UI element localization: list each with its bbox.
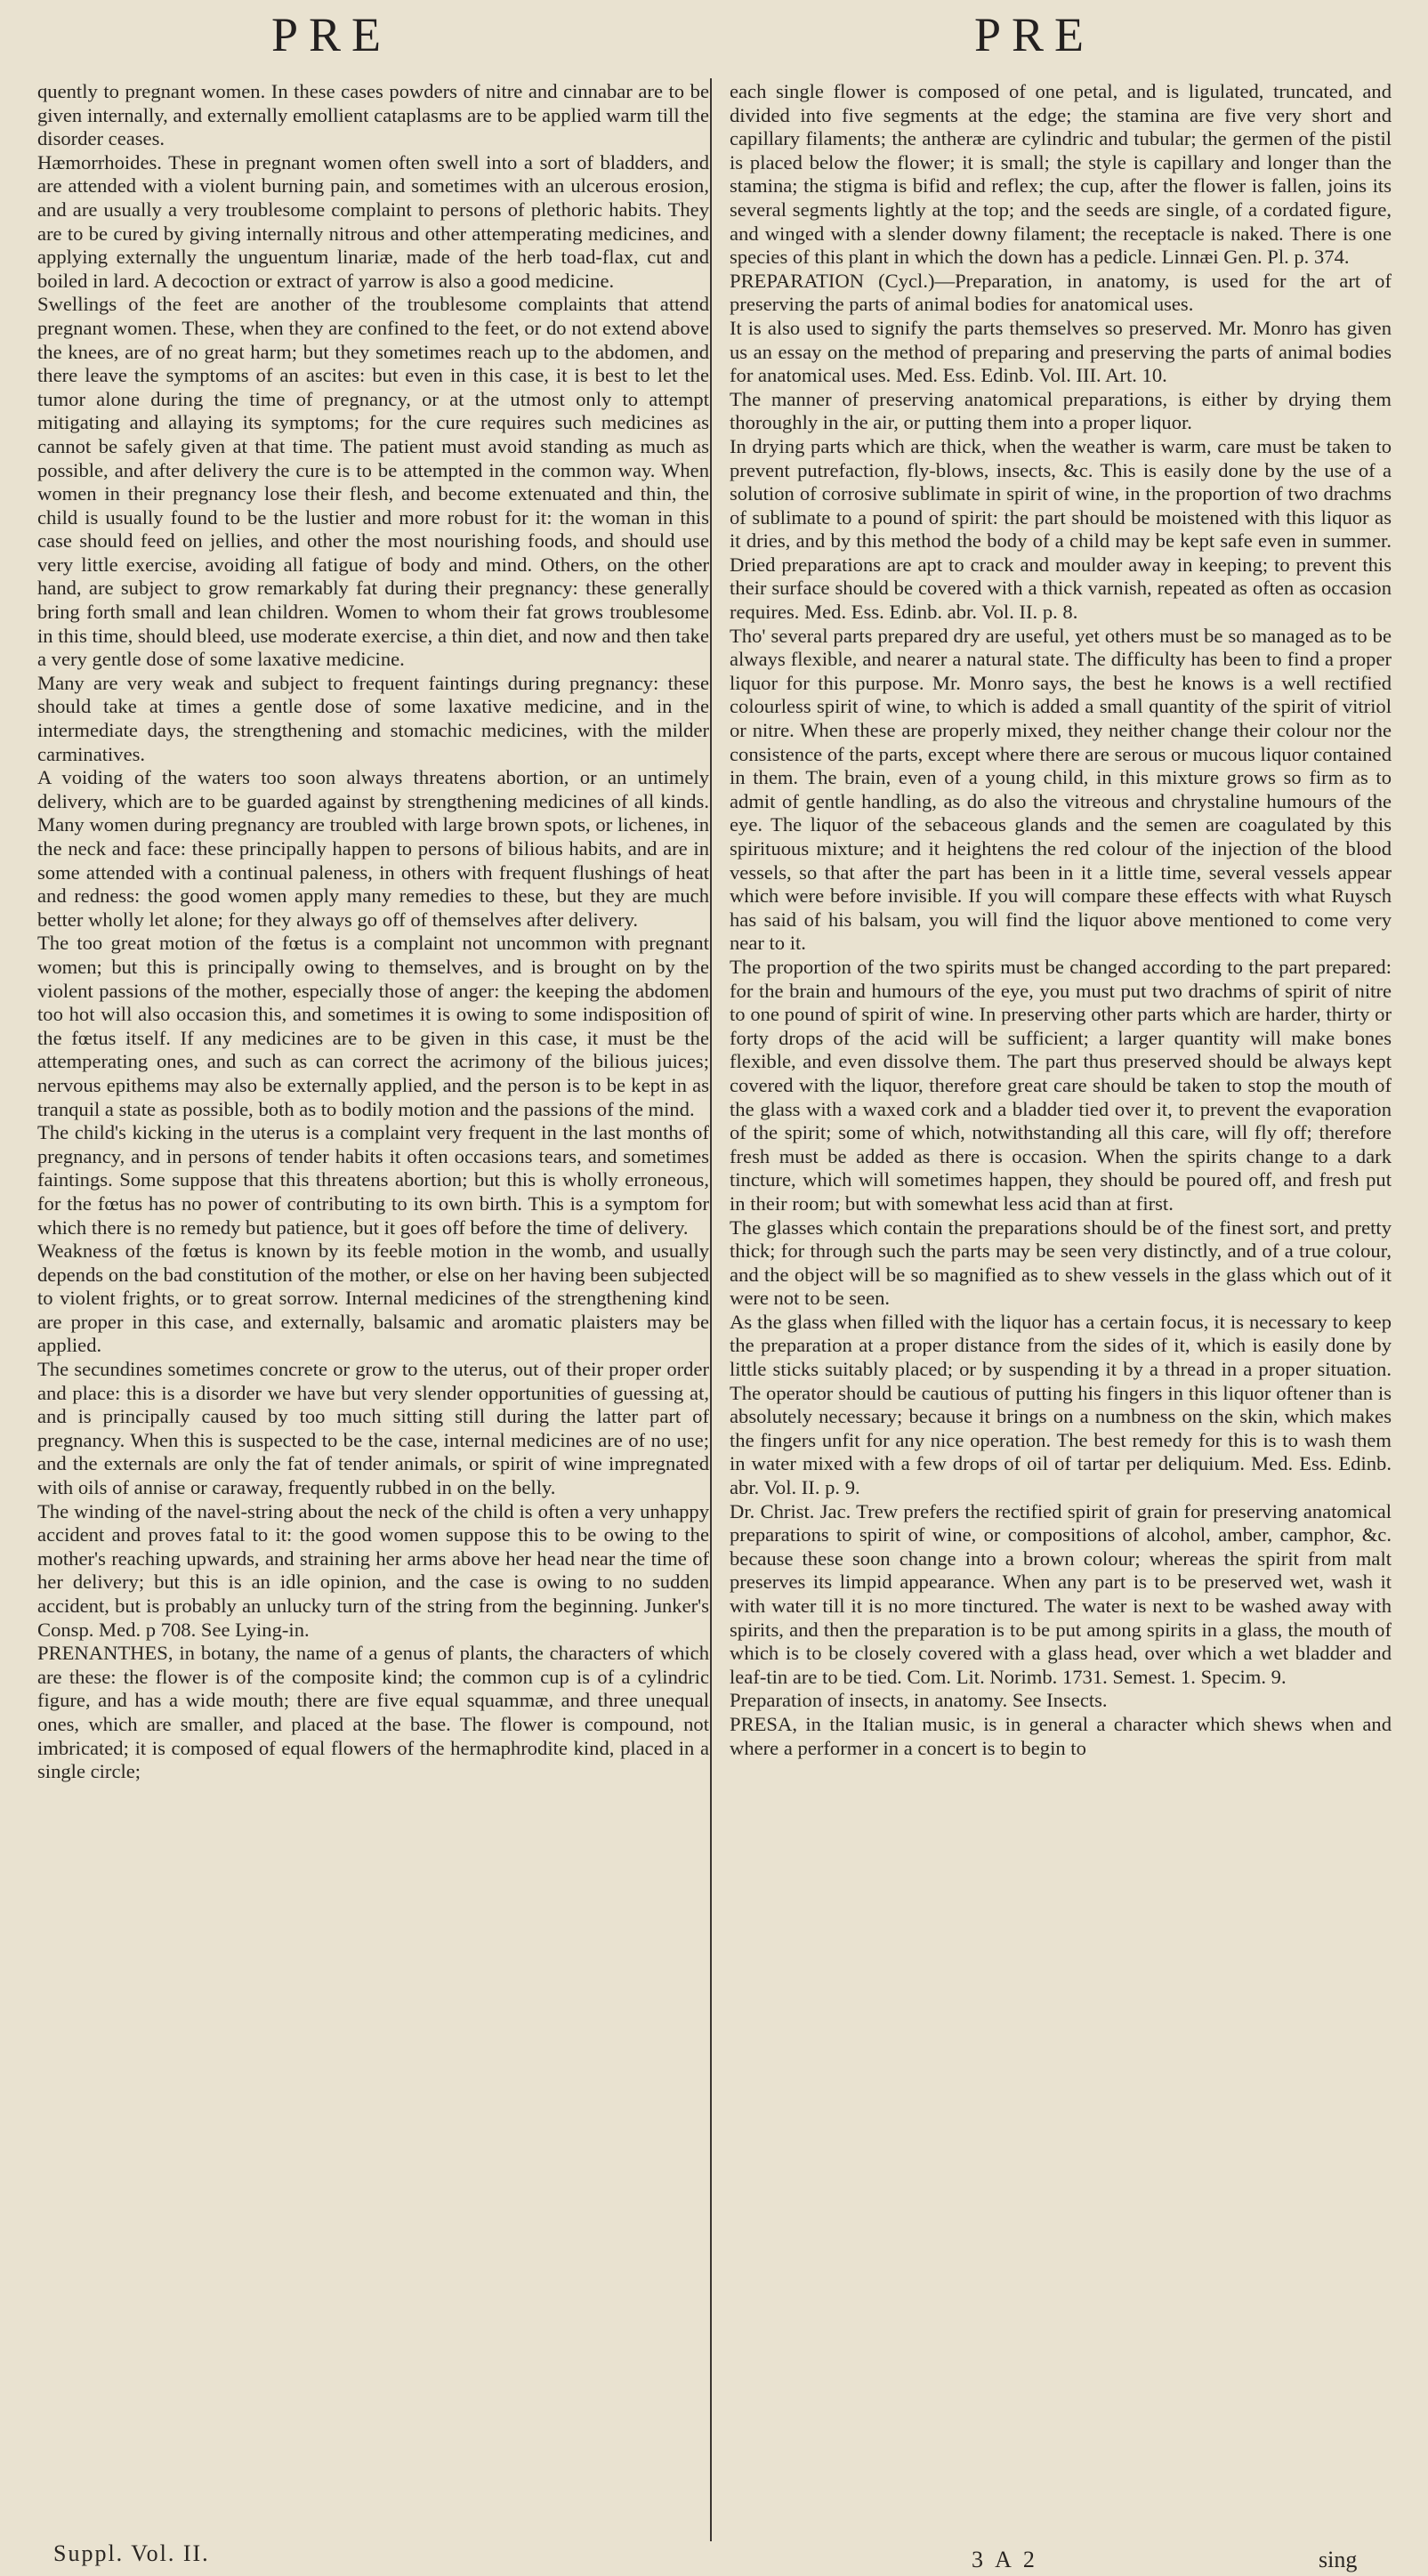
paragraph: The manner of preserving anatomical preparations, is either by drying them thoroughly in the air, or putting them into a proper liquor. (730, 387, 1392, 434)
volume-footer: Suppl. Vol. II. (53, 2540, 210, 2566)
paragraph: Hæmorrhoides. These in pregnant women often swell into a sort of bladders, and are attended with a violent burning pain, and sometimes with an ulcerous erosion, and are usually a very troublesome complaint to persons of plethoric habits. They are to be cured by giving internally nitrous and other attemperating medicines, and applying externally the unguentum linariæ, made of the herb toad-flax, cut and boiled in lard. A decoction or extract of yarrow is also a good medicine. (37, 150, 709, 292)
entry-preparation-insects: Preparation of insects, in anatomy. See Insects. (730, 1689, 1108, 1712)
paragraph: The glasses which contain the preparations should be of the finest sort, and pretty thick; for through such the parts may be seen very distinctly, and of a true colour, and the object will be so magnified as to shew vessels in the glass which out of it were not to be seen. (730, 1215, 1392, 1310)
paragraph: quently to pregnant women. In these cases powders of nitre and cinnabar are to be given internally, and externally emollient cataplasms are to be applied warm till the disorder ceases. (37, 80, 709, 150)
paragraph: The child's kicking in the uterus is a complaint very frequent in the last months of pregnancy, and in persons of tender habits it often occasions tears, and sometimes faintings. Some suppose that this threatens abortion; but this is wholly erroneous, for the fœtus has no power of contributing to its own birth. This is a symptom for which there is no remedy but patience, but it goes off before the time of delivery. (37, 1121, 709, 1239)
entry-presa: PRESA, in the Italian music, is in general a character which shews when and where a performer in a concert is to begin to (730, 1712, 1392, 1759)
paragraph: Many are very weak and subject to frequent faintings during pregnancy: these should take at times a gentle dose of some laxative medicine, and in the intermediate days, the strengthening and stomachic medicines, with the milder carminatives. (37, 671, 709, 765)
entry-prenanthes: PRENANTHES, in botany, the name of a genus of plants, the characters of which are these: the flower is of the composite kind; the common cup is of a cylindric figure, and has a wide mouth; there are five equal squammæ, and three unequal ones, which are smaller, and placed at the base. The flower is compound, not imbricated; it is composed of equal flowers of the hermaphrodite kind, placed in a single circle; (37, 1642, 709, 1783)
paragraph: Weakness of the fœtus is known by its feeble motion in the womb, and usually depends on the bad constitution of the mother, or else on her having been subjected to violent frights, or to great sorrow. Internal medicines of the strengthening kind are proper in this case, and externally, balsamic and aromatic plaisters may be applied. (37, 1240, 709, 1357)
entry-preparation: PREPARATION (Cycl.)—Preparation, in anatomy, is used for the art of preserving the parts of animal bodies for anatomical uses. (730, 269, 1392, 316)
left-column (37, 80, 709, 1784)
paragraph: Tho' several parts prepared dry are useful, yet others must be so managed as to be always flexible, and nearer a natural state. The difficulty has been to find a proper liquor for this purpose. Mr. Monro says, the best he knows is a well rectified colourless spirit of wine, to which is added a small quantity of the spirit of vitriol or nitre. When these are properly mixed, they neither change their colour nor the consistence of the parts, except where there are serous or mucous liquor contained in them. The brain, even of a young child, in this mixture grows so firm as to admit of gentle handling, as do also the vitreous and chrystaline humours of the eye. The liquor of the sebaceous glands and the semen are coagulated by this spirituous mixture; and it heightens the red colour of the injection of the blood vessels, so that after the part has been in it a little time, several vessels appear which were before invisible. If you will compare these effects with what Ruysch has said of his balsam, you will find the liquor above mentioned to come very near to it. (730, 624, 1392, 955)
running-head-left: PRE (271, 8, 392, 61)
paragraph: The secundines sometimes concrete or grow to the uterus, out of their proper order and place: this is a disorder we have but very slender opportunities of guessing at, and is principally caused by too much sitting still during the latter part of pregnancy. When this is suspected to be the case, internal medicines are of no use; and the externals are only the fat of tender animals, or spirit of wine impregnated with oils of annise or caraway, frequently rubbed in on the belly. (37, 1358, 709, 1499)
paragraph: As the glass when filled with the liquor has a certain focus, it is necessary to keep the preparation at a proper distance from the sides of it, which is easily done by little sticks suitably placed; or by suspending it by a thread in a proper situation. The operator should be cautious of putting his fingers in this liquor oftener than is absolutely necessary; because it brings on a numbness on the skin, which makes the fingers unfit for any nice operation. The best remedy for this is to wash them in water mixed with a few drops of oil of tartar per deliquium. Med. Ess. Edinb. abr. Vol. II. p. 9. (730, 1310, 1392, 1499)
paragraph: It is also used to signify the parts themselves so preserved. Mr. Monro has given us an essay on the method of preparing and preserving the parts of animal bodies for anatomical uses. Med. Ess. Edinb. Vol. III. Art. 10. (730, 316, 1392, 387)
column-divider (710, 78, 712, 2541)
paragraph: The proportion of the two spirits must be changed according to the part prepared: for the brain and humours of the eye, you must put two drachms of spirit of nitre to one pound of spirit of wine. In preserving other parts which are harder, thirty or forty drops of the acid will be sufficient; a larger quantity will make bones flexible, and even dissolve them. The part thus preserved should be always kept covered with the liquor, therefore great care should be taken to stop the mouth of the glass with a waxed cork and a bladder tied over it, to prevent the evaporation of the spirit; some of which, notwithstanding all this care, will fly off; therefore fresh must be added as there is occasion. When the spirits change to a dark tincture, which will sometimes happen, they should be poured off, and fresh put in their room; but with somewhat less acid than at first. (730, 955, 1392, 1215)
paragraph: The winding of the navel-string about the neck of the child is often a very unhappy accident and proves fatal to it: the good women suppose this to be owing to the mother's reaching upwards, and straining her arms above her head near the time of her delivery; but this is an idle opinion, and the case is owing to no sudden accident, but is probably an unlucky turn of the string from the beginning. Junker's Consp. Med. p 708. See Lying-in. (37, 1499, 709, 1641)
signature-mark: 3 A 2 (972, 2547, 1038, 2572)
right-column (730, 80, 1392, 1760)
paragraph: each single flower is composed of one petal, and is ligulated, truncated, and divided into five segments at the edge; the stamina are five very short and capillary filaments; the antheræ are cylindric and tubular; the germen of the pistil is placed below the flower; it is small; the style is capillary and longer than the stamina; the stigma is bifid and reflex; the cup, after the flower is fallen, joins its several segments lightly at the top; and the seeds are single, of a cordated figure, and winged with a slender downy filament; the receptacle is naked. There is one species of this plant in which the down has a pedicle. Linnæi Gen. Pl. p. 374. (730, 80, 1392, 269)
paragraph: In drying parts which are thick, when the weather is warm, care must be taken to prevent putrefaction, fly-blows, insects, &c. This is easily done by the use of a solution of corrosive sublimate in spirit of wine, in the proportion of two drachms of sublimate to a pound of spirit: the part should be moistened with this liquor as it dries, and by this method the body of a child may be kept safe even in summer. Dried preparations are apt to crack and moulder away in keeping; to prevent this their surface should be covered with a thick varnish, repeated as often as occasion requires. Med. Ess. Edinb. abr. Vol. II. p. 8. (730, 434, 1392, 624)
paragraph: Dr. Christ. Jac. Trew prefers the rectified spirit of grain for preserving anatomical preparations to spirit of wine, or compositions of alcohol, amber, camphor, &c. because these soon change into a brown colour; whereas the spirit from malt preserves its limpid appearance. When any part is to be preserved wet, wash it with water till it is no more tinctured. The water is next to be washed away with spirits, and then the preparation is to be put among spirits in a glass, the mouth of which is to be closely covered with a glass head, over which a wet bladder and leaf-tin are to be tied. Com. Lit. Norimb. 1731. Semest. 1. Specim. 9. (730, 1499, 1392, 1688)
paragraph: A voiding of the waters too soon always threatens abortion, or an untimely delivery, which are to be guarded against by strengthening medicines of all kinds. Many women during pregnancy are troubled with large brown spots, or lichenes, in the neck and face: these principally happen to persons of bilious habits, and are in some attended with a continual paleness, in others with frequent flushings of heat and redness: the good women apply many remedies to these, but they are much better wholly let alone; for they always go off of themselves after delivery. (37, 766, 709, 931)
running-head-right: PRE (974, 8, 1095, 61)
paragraph: The too great motion of the fœtus is a complaint not uncommon with pregnant women; but this is principally owing to themselves, and is brought on by the violent passions of the mother, especially those of anger: the keeping the abdomen too hot will also occasion this, and sometimes it is owing to some indisposition of the fœtus itself. If any medicines are to be given in this case, it must be the attemperating ones, and such as can correct the acrimony of the bilious juices; nervous epithems may also be externally applied, and the person is to be kept in as tranquil a state as possible, both as to bodily motion and the passions of the mind. (37, 932, 709, 1120)
catchword: sing (1319, 2547, 1358, 2572)
paragraph: Swellings of the feet are another of the troublesome complaints that attend pregnant women. These, when they are confined to the feet, or do not extend above the knees, are of no great harm; but they sometimes reach up to the abdomen, and there leave the symptoms of an ascites: but even in this case, it is best to let the tumor alone during the time of pregnancy, or at the utmost only to attempt mitigating and allaying its symptoms; for the cure requires such medicines as cannot be safely given at that time. The patient must avoid standing as much as possible, and after delivery the cure is to be attempted in the common way. When women in their pregnancy lose their flesh, and become extenuated and thin, the child is usually found to be the lustier and more robust for it: the woman in this case should feed on jellies, and other the most nourishing foods, and should use very little exercise, avoiding all fatigue of body and mind. Others, on the other hand, are subject to grow remarkably fat during their pregnancy: these generally bring forth small and lean children. Women to whom their fat grows troublesome in this time, should bleed, use moderate exercise, a thin diet, and now and then take a very gentle dose of some laxative medicine. (37, 293, 709, 671)
